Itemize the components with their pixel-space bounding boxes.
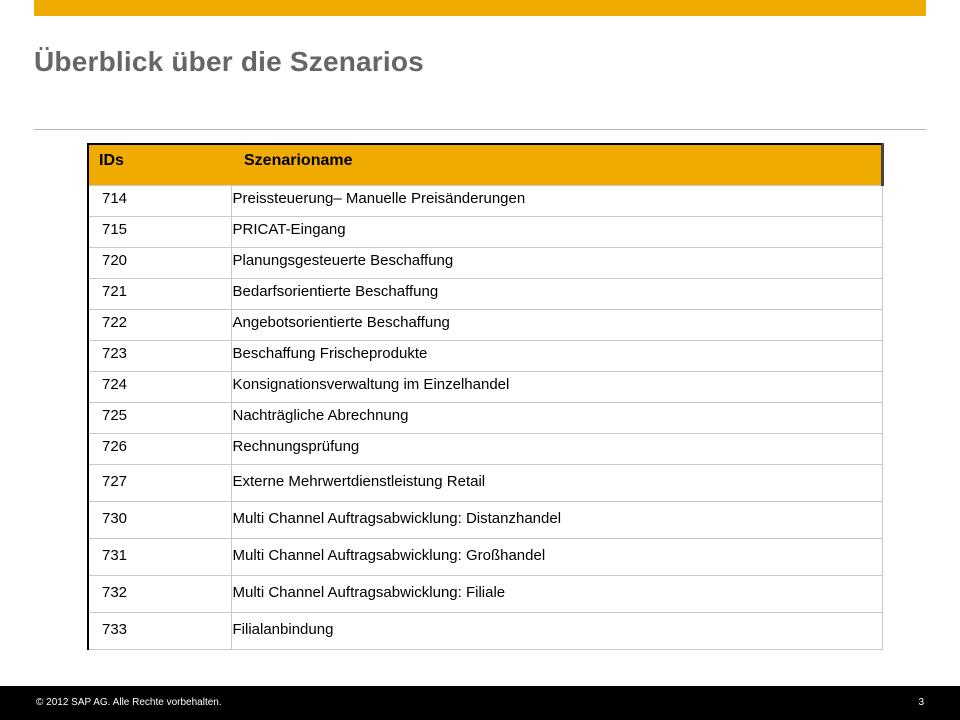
table-row bbox=[88, 464, 883, 501]
scenario-name-cell: Planungsgesteuerte Beschaffung bbox=[231, 247, 883, 278]
scenario-id-cell: 732 bbox=[88, 575, 231, 612]
scenario-id-cell: 730 bbox=[88, 501, 231, 538]
table-row bbox=[88, 309, 883, 340]
table-row bbox=[88, 371, 883, 402]
table-row bbox=[88, 575, 883, 612]
scenario-id-cell: 727 bbox=[88, 464, 231, 501]
scenario-id-cell: 715 bbox=[88, 216, 231, 247]
scenario-name-cell: Multi Channel Auftragsabwicklung: Filiale bbox=[231, 575, 883, 612]
scenario-id-cell: 725 bbox=[88, 402, 231, 433]
scenario-table bbox=[87, 143, 884, 650]
copyright-text: © 2012 SAP AG. Alle Rechte vorbehalten. bbox=[36, 697, 222, 708]
scenario-id-cell: 724 bbox=[88, 371, 231, 402]
scenario-name-cell: Multi Channel Auftragsabwicklung: Distanzhandel bbox=[231, 501, 883, 538]
scenario-id-cell: 721 bbox=[88, 278, 231, 309]
scenario-name-cell: Filialanbindung bbox=[231, 612, 883, 649]
table-row bbox=[88, 185, 883, 216]
top-accent-bar bbox=[34, 0, 926, 16]
page-number: 3 bbox=[918, 697, 924, 708]
column-header-ids: IDs bbox=[88, 144, 231, 185]
scenario-id-cell: 731 bbox=[88, 538, 231, 575]
scenario-name-cell: Beschaffung Frischeprodukte bbox=[231, 340, 883, 371]
table-row bbox=[88, 433, 883, 464]
scenario-name-cell: Externe Mehrwertdienstleistung Retail bbox=[231, 464, 883, 501]
scenario-id-cell: 726 bbox=[88, 433, 231, 464]
scenario-id-cell: 714 bbox=[88, 185, 231, 216]
scenario-id-cell: 722 bbox=[88, 309, 231, 340]
table-header-row bbox=[88, 144, 883, 185]
footer-bar bbox=[0, 686, 960, 720]
scenario-name-cell: Konsignationsverwaltung im Einzelhandel bbox=[231, 371, 883, 402]
scenario-name-cell: Bedarfsorientierte Beschaffung bbox=[231, 278, 883, 309]
title-divider bbox=[34, 129, 926, 130]
table-row bbox=[88, 538, 883, 575]
table-row bbox=[88, 340, 883, 371]
scenario-name-cell: Nachträgliche Abrechnung bbox=[231, 402, 883, 433]
column-header-scenario-name: Szenarioname bbox=[231, 144, 883, 185]
table-row bbox=[88, 278, 883, 309]
scenario-id-cell: 733 bbox=[88, 612, 231, 649]
scenario-name-cell: PRICAT-Eingang bbox=[231, 216, 883, 247]
table-row bbox=[88, 216, 883, 247]
scenario-name-cell: Rechnungsprüfung bbox=[231, 433, 883, 464]
table-row bbox=[88, 247, 883, 278]
scenario-id-cell: 723 bbox=[88, 340, 231, 371]
table-row bbox=[88, 501, 883, 538]
scenario-table-container bbox=[87, 143, 884, 650]
table-row bbox=[88, 402, 883, 433]
page-title: Überblick über die Szenarios bbox=[34, 46, 424, 77]
table-row bbox=[88, 612, 883, 649]
scenario-name-cell: Angebotsorientierte Beschaffung bbox=[231, 309, 883, 340]
scenario-name-cell: Multi Channel Auftragsabwicklung: Großhandel bbox=[231, 538, 883, 575]
scenario-name-cell: Preissteuerung– Manuelle Preisänderungen bbox=[231, 185, 883, 216]
scenario-id-cell: 720 bbox=[88, 247, 231, 278]
